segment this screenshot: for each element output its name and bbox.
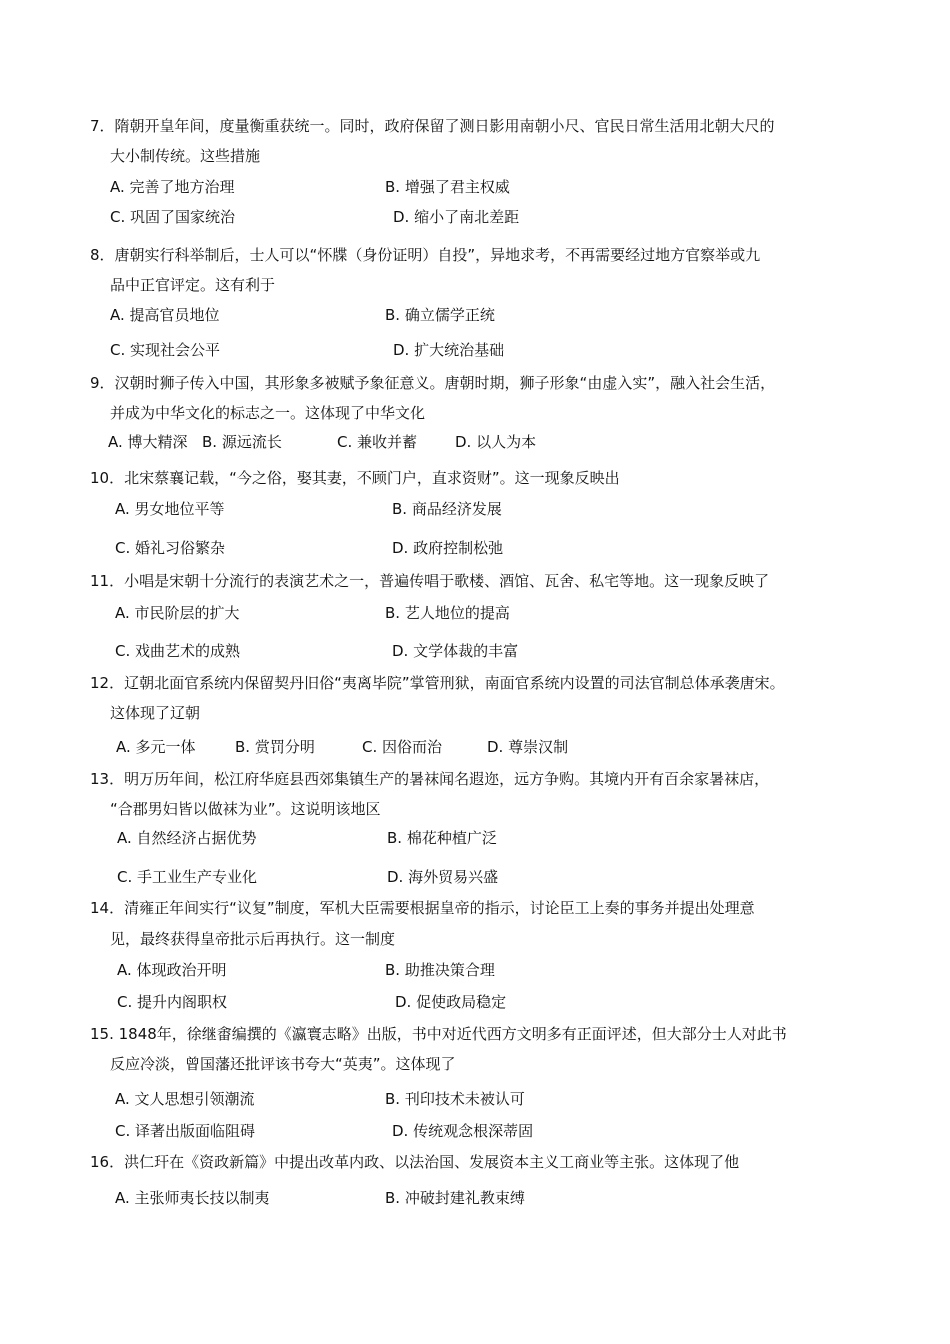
question-15-option-a: A. 文人思想引领潮流 [115,1090,255,1108]
question-7-option-d: D. 缩小了南北差距 [393,208,520,226]
question-9-stem: 9．汉朝时狮子传入中国，其形象多被赋予象征意义。唐朝时期，狮子形象“由虚入实”，融入社会生活， [90,374,776,392]
question-9-option-a: A. 博大精深 [108,433,188,451]
question-11-option-c: C. 戏曲艺术的成熟 [115,642,241,660]
question-16-option-a: A. 主张师夷长技以制夷 [115,1189,270,1207]
question-14-stem: 14．清雍正年间实行“议复”制度，军机大臣需要根据皇帝的指示，讨论臣工上奏的事务并提出处理意 [90,899,755,917]
question-13-option-b: B. 棉花种植广泛 [387,829,497,847]
question-14-stem-cont: 见，最终获得皇帝批示后再执行。这一制度 [110,930,396,948]
question-11-option-a: A. 市民阶层的扩大 [115,604,240,622]
question-14-option-c: C. 提升内阁职权 [117,993,228,1011]
question-12-option-b: B. 赏罚分明 [235,738,315,756]
question-14-option-a: A. 体现政治开明 [117,961,227,979]
question-15-option-d: D. 传统观念根深蒂固 [392,1122,534,1140]
question-11-option-d: D. 文学体裁的丰富 [392,642,519,660]
question-16-option-b: B. 冲破封建礼教束缚 [385,1189,525,1207]
question-15-option-b: B. 刊印技术未被认可 [385,1090,525,1108]
question-7-option-b: B. 增强了君主权威 [385,178,510,196]
question-10-option-a: A. 男女地位平等 [115,500,225,518]
question-7-option-a: A. 完善了地方治理 [110,178,235,196]
question-13-stem-cont: “合郡男妇皆以做袜为业”。这说明该地区 [110,800,381,818]
question-13-option-a: A. 自然经济占据优势 [117,829,257,847]
question-9-option-b: B. 源远流长 [202,433,282,451]
question-9-option-d: D. 以人为本 [455,433,537,451]
question-7-option-c: C. 巩固了国家统治 [110,208,236,226]
question-8-option-d: D. 扩大统治基础 [393,341,505,359]
question-15-option-c: C. 译著出版面临阻碍 [115,1122,256,1140]
question-12-option-c: C. 因俗而治 [362,738,443,756]
question-12-stem-cont: 这体现了辽朝 [110,704,201,722]
question-8-stem-cont: 品中正官评定。这有利于 [110,276,276,294]
question-14-option-b: B. 助推决策合理 [385,961,495,979]
question-10-option-b: B. 商品经济发展 [392,500,502,518]
question-8-stem: 8．唐朝实行科举制后，士人可以“怀牒（身份证明）自投”，异地求考，不再需要经过地方官察举或九 [90,246,761,264]
question-12-stem: 12．辽朝北面官系统内保留契丹旧俗“夷离毕院”掌管刑狱，南面官系统内设置的司法官制总体承袭唐宋。 [90,674,785,692]
question-8-option-c: C. 实现社会公平 [110,341,221,359]
question-13-option-d: D. 海外贸易兴盛 [387,868,499,886]
question-11-stem: 11．小唱是宋朝十分流行的表演艺术之一，普遍传唱于歌楼、酒馆、瓦舍、私宅等地。这一现象反映了 [90,572,770,590]
question-10-stem: 10．北宋蔡襄记载，“今之俗，娶其妻，不顾门户，直求资财”。这一现象反映出 [90,469,620,487]
question-10-option-d: D. 政府控制松弛 [392,539,504,557]
question-9-option-c: C. 兼收并蓄 [337,433,418,451]
question-15-stem-cont: 反应冷淡，曾国藩还批评该书夸大“英夷”。这体现了 [110,1055,456,1073]
question-15-stem: 15. 1848年，徐继畬编撰的《瀛寰志略》出版，书中对近代西方文明多有正面评述，但大部分士人对此书 [90,1025,787,1043]
question-12-option-a: A. 多元一体 [116,738,196,756]
question-8-option-a: A. 提高官员地位 [110,306,220,324]
question-9-stem-cont: 并成为中华文化的标志之一。这体现了中华文化 [110,404,426,422]
question-13-stem: 13．明万历年间，松江府华庭县西郊集镇生产的暑袜闻名遐迩，远方争购。其境内开有百余家暑袜店， [90,770,770,788]
question-8-option-b: B. 确立儒学正统 [385,306,495,324]
question-12-option-d: D. 尊崇汉制 [487,738,569,756]
question-7-stem: 7．隋朝开皇年间，度量衡重获统一。同时，政府保留了测日影用南朝小尺、官民日常生活用北朝大尺的 [90,117,775,135]
question-7-stem-cont: 大小制传统。这些措施 [110,147,261,165]
question-11-option-b: B. 艺人地位的提高 [385,604,510,622]
question-16-stem: 16．洪仁玕在《资政新篇》中提出改革内政、以法治国、发展资本主义工商业等主张。这体现了他 [90,1153,740,1171]
question-10-option-c: C. 婚礼习俗繁杂 [115,539,226,557]
question-14-option-d: D. 促使政局稳定 [395,993,507,1011]
question-13-option-c: C. 手工业生产专业化 [117,868,258,886]
